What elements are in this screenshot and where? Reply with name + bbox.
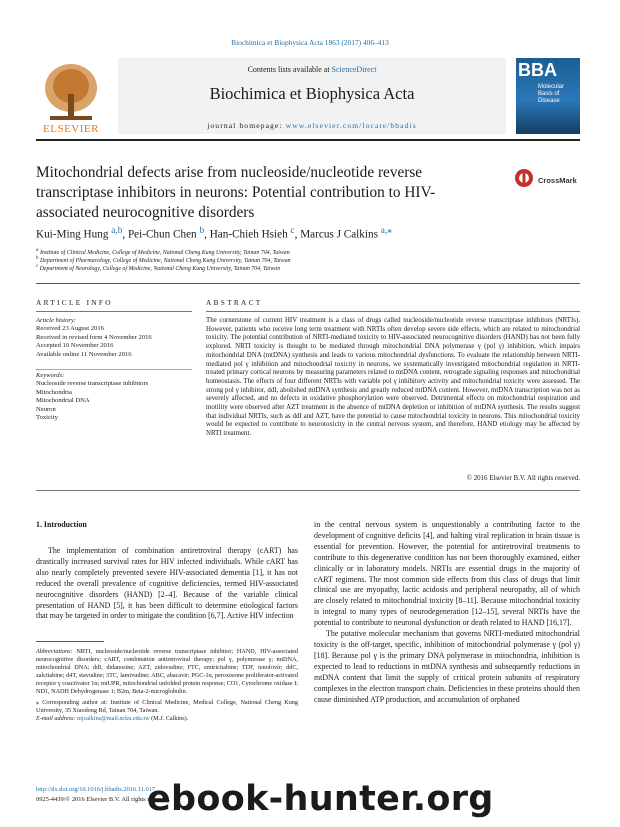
author-name: Kui-Ming Hung: [36, 228, 109, 241]
footnotes: [36, 648, 298, 723]
keyword: Neuron: [36, 405, 56, 413]
intro-paragraph: The implementation of combination antiretroviral therapy (cART) has drastically increased survival rates for HIV infected individuals. While cART has also nearly completely prevented severe HIV-associated dementia [1], it has not reduced the overall prevalence of cognitive deficiencies, termed HIV-associated neurocognitive disorders (HAND) [2–4]. Because of the variable clinical presentation of HAND [5], it has been difficult to determine etiological factors that may be targeted in order to mitigate the condition [6,7]. Active HIV infection: [36, 546, 298, 621]
intro-right-column: [314, 520, 580, 705]
footnote-rule: [36, 641, 104, 642]
history-item: Received in revised form 4 November 2016: [36, 333, 152, 341]
contents-line: [118, 65, 506, 74]
abstract-text: The cornerstone of current HIV treatment is a class of drugs called nucleoside/nucleotide reverse transcriptase inhibitors (NRTIs). However, patients who receive long term treatment with NRTIs often develop severe side effects, which are related to mitochondrial toxicity. The potential contribution of NRTI-mediated toxicity to HIV-associated neurocognitive disorders (HAND) has not been fully explored. NRTI toxicity is thought to be mediated through mitochondrial DNA polymerase γ (pol γ) inhibition, which impairs mitochondrial DNA (mtDNA) synthesis and leads to various mitochondrial dysfunctions. To evaluate the relationship between NRTI-mediated pol γ inhibition and mitochondrial toxicity in neurons, we systematically investigated mitochondrial regulation in NRTI-treated primary cortical neurons by measuring parameters related to mtDNA content, retrograde signaling responses and mitochondrial homeostasis. The effects of four different NRTIs with variable pol γ inhibitory activity and mitochondrial toxicity were assessed. The strong pol γ inhibitor, ddI, abolished mtDNA synthesis and greatly reduced mtDNA content. However, mtDNA transcription was not as severely affected, and no defects in oxidative phosphorylation were observed. Detrimental effects on mitochondrial respiration and motility were observed after AZT treatment in the absence of mtDNA depletion or inhibition of mtDNA synthesis. The results suggest that individual NRTIs, such as ddI and AZT, have the potential to cause mitochondrial toxicity in neurons. This mitochondrial toxicity would be expected to contribute to neurotoxicity in the central nervous system, and therefore, HAND etiology may be affected by NRTI treatment.: [206, 317, 580, 438]
doi-text[interactable]: http://dx.doi.org/10.1016/j.bbadis.2016.11.017: [36, 786, 156, 793]
header-rule: [36, 139, 580, 141]
journal-title: Biochimica et Biophysica Acta: [209, 84, 415, 103]
keywords: [36, 372, 148, 422]
keyword: Toxicity: [36, 414, 58, 422]
history-item: Accepted 10 November 2016: [36, 342, 114, 350]
affiliation: [36, 264, 280, 272]
crossmark-label[interactable]: CrossMark: [538, 176, 577, 185]
history-item: Available online 11 November 2016: [36, 350, 132, 358]
keyword: Mitochondrial DNA: [36, 397, 90, 405]
divider: [206, 311, 580, 312]
doi-link[interactable]: [36, 786, 155, 793]
affiliation: [36, 256, 291, 264]
author-affil-link[interactable]: c: [290, 226, 295, 236]
affiliation-text: Department of Pharmacology, College of Medicine, National Cheng Kung University, Tainan 704, Taiwan: [39, 257, 291, 264]
email-suffix: (M.J. Calkins).: [149, 715, 189, 723]
keywords-label: Keywords:: [36, 372, 65, 379]
author-name: Marcus J Calkins: [300, 228, 378, 241]
keyword: Nucleoside reverse transcriptase inhibitors: [36, 380, 149, 388]
author-name: Pei-Chun Chen: [127, 228, 197, 241]
affiliation-mark: a: [36, 248, 39, 253]
author-list: Kui-Ming Hung $^{a,b}$, Pei-Chun Chen $^b$, Han-Chieh Hsieh $^c$, Marcus J Calkins $^{a,⁎}$: [36, 226, 392, 241]
divider: [36, 490, 580, 491]
homepage-prefix: journal homepage:: [207, 121, 286, 130]
keyword: Mitochondria: [36, 388, 72, 396]
email-link[interactable]: mjcalkins@mail.ncku.edu.tw: [77, 715, 150, 723]
article-title: Mitochondrial defects arise from nucleoside/nucleotide reverse transcriptase inhibitors in neurons: Potential contribution to HIV-associated neurocognitive disorders: [36, 164, 436, 221]
issn-line: 0925-4439/© 2016 Elsevier B.V. All rights reserved.: [36, 796, 171, 803]
author-name: Han-Chieh Hsieh: [209, 228, 288, 241]
watermark-text: ebook-hunter.org: [147, 779, 494, 819]
divider: [36, 283, 580, 284]
author-affil-link[interactable]: b: [199, 226, 205, 236]
article-info-heading: ARTICLE INFO: [36, 298, 113, 307]
journal-homepage: [118, 121, 506, 130]
abbreviations-label: Abbreviations:: [36, 648, 73, 655]
author-affil-link[interactable]: a,b: [111, 226, 123, 236]
email-label: E-mail address:: [36, 715, 76, 723]
history-label: Article history:: [36, 317, 77, 324]
email-note: [36, 715, 298, 723]
divider: [36, 369, 192, 370]
divider: [36, 311, 192, 312]
affiliation-text: Institute of Clinical Medicine, College of Medicine, National Cheng Kung University, Tainan 704, Taiwan: [39, 249, 290, 256]
author-affil-link[interactable]: a,⁎: [380, 226, 392, 236]
corresponding-author-note: ⁎ Corresponding author at: Institute of Clinical Medicine, Medical College, National Cheng Kung University, 35 Xiaodong Rd, Tainan 704, Taiwan.: [36, 699, 298, 715]
citation-text[interactable]: Biochimica et Biophysica Acta 1863 (2017) 406–413: [231, 38, 389, 47]
abbreviations-note: [36, 648, 298, 695]
intro-paragraph: in the central nervous system is unquestionably a contributing factor to the development of cognitive deficits [4], and halting viral replication in brain tissue is essential for prevention. However, the potential for antiretroviral treatments to contribute to this degenerative condition has not been thoroughly examined, either clinically or in laboratory models. NRTIs are essential drugs in the majority of cART regimens. The most common side effects from this class of drugs that limit clinical use are myopathy, lactic acidosis and peripheral neuropathy, all of which are closely related to mitochondrial toxicity [8–11]. Because mitochondrial toxicity is integral to many types of neurodegeneration [12–15], several NRTIs have the potential to contribute to neuronal dysfunction or death related to HAND [16,17].: [314, 520, 580, 628]
sciencedirect-link[interactable]: ScienceDirect: [331, 65, 377, 74]
abbreviations-text: NRTI, nucleoside/nucleotide reverse transcriptase inhibitor; HAND, HIV-associated neurocognitive disorders; cART, combination antiretroviral therapy; pol γ, polymerase γ; mtDNA, mitochondrial DNA; ddI, didanosine; AZT, zidovudine; FTC, emtricitabine; TDF, tenofovir; ddC, zalcitabine; d4T, stavudine; 3TC, lamivudine; ABC, abacavir; PGC-1α, peroxisome proliferator-activated receptor γ coactivator 1α; mtUPR, mitochondrial unfolded protein response; CO1, Cytochrome oxidase I; ND1, NADH Dehydrogenase 1; B2m, Beta-2-microglobulin.: [36, 648, 299, 695]
history-item: Received 23 August 2016: [36, 325, 104, 333]
affiliation: [36, 248, 290, 256]
cover-subtitle: Molecular Basis of Disease: [538, 84, 565, 104]
contents-prefix: Contents lists available at: [247, 65, 332, 74]
intro-paragraph: The putative molecular mechanism that governs NRTI-mediated mitochondrial toxicity is the off-target, specific, inhibition of mitochondrial polymerase γ (pol γ) [18]. Because pol γ is the primary DNA polymerase in mitochondria, inhibition is expected to lead to reductions in mtDNA synthesis and subsequently reductions in mtDNA content that limit the supply of critical protein subunits of respiratory complexes in the electron transport chain. Deficiencies in these proteins should then cause diminished ATP production, and accumulation of orphaned: [314, 629, 580, 704]
copyright: © 2016 Elsevier B.V. All rights reserved.: [466, 475, 580, 482]
elsevier-wordmark: ELSEVIER: [43, 123, 99, 135]
affiliation-mark: b: [36, 256, 39, 261]
affiliation-text: Department of Neurology, College of Medicine, National Cheng Kung University, Tainan 704, Taiwan: [39, 265, 281, 272]
homepage-link[interactable]: www.elsevier.com/locate/bbadis: [285, 121, 417, 130]
cover-title: BBA: [518, 60, 557, 80]
affiliation-mark: c: [36, 264, 39, 269]
intro-heading: 1. Introduction: [36, 520, 87, 529]
article-history: [36, 317, 152, 359]
abstract-heading: ABSTRACT: [206, 298, 263, 307]
journal-citation[interactable]: [0, 38, 620, 47]
